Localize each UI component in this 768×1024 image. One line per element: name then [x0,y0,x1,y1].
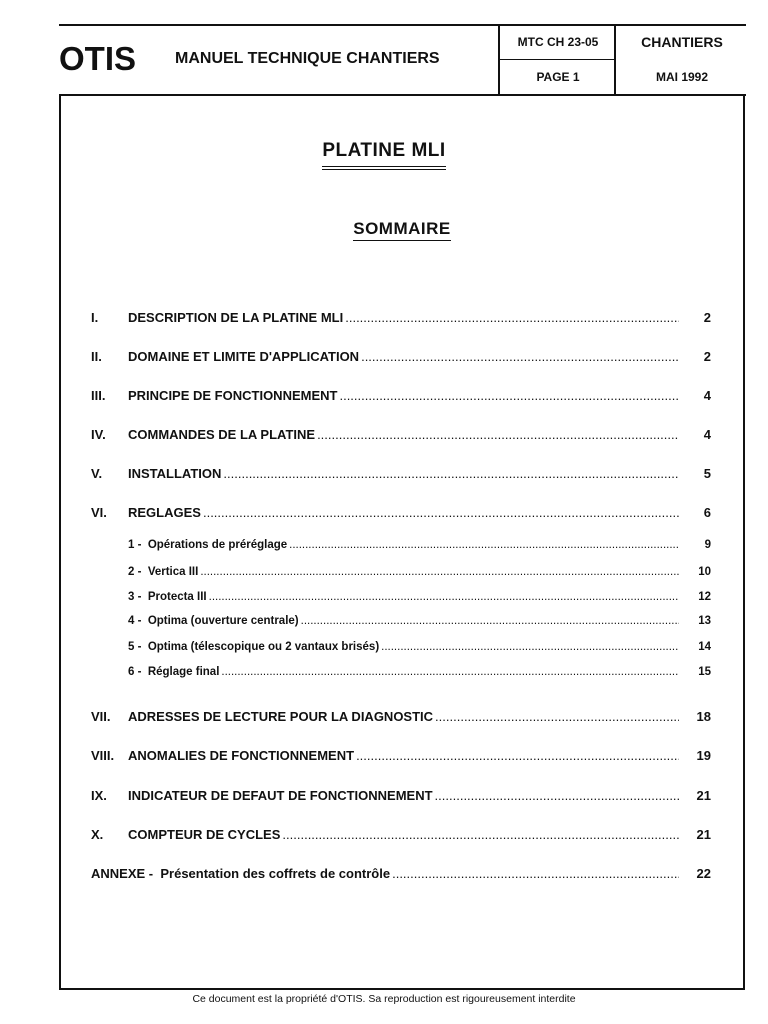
dot-leader [301,615,679,627]
toc-entry-number: IV. [91,427,106,442]
toc-subentry[interactable] [91,641,711,653]
toc-subentry-page: 14 [698,641,711,653]
dot-leader [209,591,679,603]
dot-leader [392,866,679,881]
toc-entry-number: III. [91,388,106,403]
toc-entry-number: IX. [91,788,107,803]
toc-subentry-number: 6 - [128,666,142,678]
page-number: PAGE 1 [536,69,580,84]
toc-entry-page: 21 [696,788,711,803]
toc-entry-number: VII. [91,709,111,724]
toc-entry-number: X. [91,827,104,842]
toc-entry-label: DOMAINE ET LIMITE D'APPLICATION [128,349,360,364]
toc-entry-number: VIII. [91,748,115,763]
section-box [614,24,748,94]
dot-leader [435,788,679,803]
toc-subentry-label: 1 - Opérations de préréglage [128,539,288,551]
toc-entry-label: INSTALLATION [128,466,222,481]
toc-entry-label: COMPTEUR DE CYCLES [128,827,281,842]
dot-leader [317,427,679,442]
toc-entry-page: 2 [703,349,711,364]
dot-leader [200,566,679,578]
toc-subentry-number: 5 - [128,641,142,653]
dot-leader [435,709,679,724]
toc-subentry-label: 4 - Optima (ouverture centrale) [128,615,299,627]
toc-entry-label: PRINCIPE DE FONCTIONNEMENT [128,388,338,403]
document-reference: MTC CH 23-05 [500,24,616,60]
copyright-notice: Ce document est la propriété d'OTIS. Sa reproduction est rigoureusement interdite [192,993,576,1005]
toc-entry-label: DESCRIPTION DE LA PLATINE MLI [128,310,344,325]
reference-box [498,24,616,94]
toc-subentry-label: 3 - Protecta III [128,591,207,603]
toc-subentry-label: 5 - Optima (télescopique ou 2 vantaux brisés) [128,641,380,653]
dot-leader [203,505,679,520]
dot-leader [345,310,679,325]
toc-entry-number: VI. [91,505,107,520]
dot-leader [381,641,679,653]
toc-subentry-number: 3 - [128,591,142,603]
toc-annex-entry[interactable] [91,866,711,881]
toc-subentry-number: 4 - [128,615,142,627]
document-header [59,24,746,94]
toc-entry[interactable] [91,388,711,403]
toc-annex-label: ANNEXE - Présentation des coffrets de contrôle [91,866,391,881]
toc-entry[interactable] [91,709,711,724]
toc-annex-number: ANNEXE - [91,866,154,881]
toc-subentry[interactable] [91,591,711,603]
toc-entry[interactable] [91,427,711,442]
toc-subentry-number: 2 - [128,566,142,578]
toc-subentry[interactable] [91,566,711,578]
dot-leader [282,827,679,842]
contents-heading: SOMMAIRE [353,219,451,241]
toc-entry-label: COMMANDES DE LA PLATINE [128,427,316,442]
toc-subentry[interactable] [91,666,711,678]
document-date: MAI 1992 [655,69,709,84]
dot-leader [223,466,679,481]
toc-entry-label: INDICATEUR DE DEFAUT DE FONCTIONNEMENT [128,788,433,803]
toc-subentry-page: 15 [698,666,711,678]
toc-entry[interactable] [91,310,711,325]
toc-annex-page: 22 [696,866,711,881]
toc-entry-page: 2 [703,310,711,325]
toc-entry[interactable] [91,748,711,763]
toc-entry-page: 6 [703,505,711,520]
document-title: PLATINE MLI [322,140,445,167]
toc-entry-label: ANOMALIES DE FONCTIONNEMENT [128,748,355,763]
toc-entry-page: 4 [703,388,711,403]
toc-entry-page: 4 [703,427,711,442]
dot-leader [361,349,679,364]
toc-entry-page: 21 [696,827,711,842]
manual-title: MANUEL TECHNIQUE CHANTIERS [175,50,440,67]
toc-subentry[interactable] [91,539,711,551]
toc-subentry-label: 6 - Réglage final [128,666,220,678]
section-label: CHANTIERS [641,33,723,50]
toc-entry[interactable] [91,466,711,481]
toc-entry-page: 5 [703,466,711,481]
toc-entry-page: 18 [696,709,711,724]
toc-subentry-page: 13 [698,615,711,627]
dot-leader [356,748,679,763]
toc-subentry-page: 9 [704,539,711,551]
toc-entry-page: 19 [696,748,711,763]
toc-entry-number: I. [91,310,99,325]
toc-subentry[interactable] [91,615,711,627]
toc-entry-number: II. [91,349,102,364]
toc-entry-number: V. [91,466,103,481]
toc-subentry-label: 2 - Vertica III [128,566,199,578]
dot-leader [289,539,679,551]
dot-leader [339,388,679,403]
toc-entry[interactable] [91,827,711,842]
toc-entry-label: ADRESSES DE LECTURE POUR LA DIAGNOSTIC [128,709,434,724]
toc-subentry-number: 1 - [128,539,142,551]
dot-leader [221,666,679,678]
toc-subentry-page: 10 [698,566,711,578]
otis-logo: OTIS [59,40,137,77]
toc-entry-label: REGLAGES [128,505,201,520]
toc-entry[interactable] [91,788,711,803]
toc-entry[interactable] [91,349,711,364]
toc-subentry-page: 12 [698,591,711,603]
toc-entry[interactable] [91,505,711,520]
